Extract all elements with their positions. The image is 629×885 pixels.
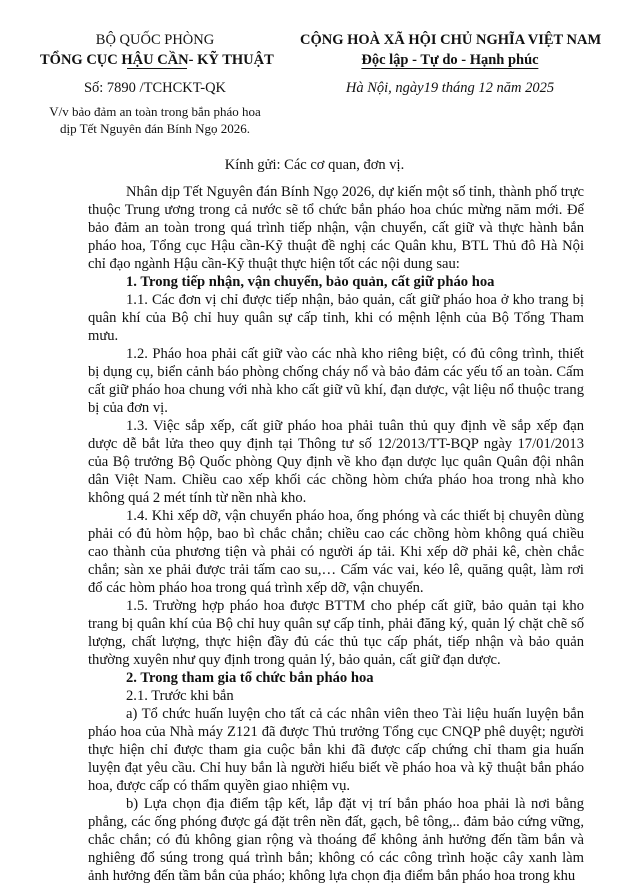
department-label: TỔNG CỤC HẬU CẦN- KỸ THUẬT <box>40 52 274 68</box>
paragraph-1-1: 1.1. Các đơn vị chỉ được tiếp nhận, bảo quản, cất giữ pháo hoa ở kho trang bị quân khí của Bộ chỉ huy quân sự cấp tỉnh, khi có mệnh lệnh của Bộ Tổng Tham mưu. <box>88 292 584 344</box>
greeting: Kính gửi: Các cơ quan, đơn vị. <box>224 157 405 173</box>
intro-paragraph: Nhân dịp Tết Nguyên đán Bính Ngọ 2026, dự kiến một số tỉnh, thành phố trực thuộc Trung ương trong cả nước sẽ tổ chức bắn pháo hoa chúc mừng năm mới. Để bảo đảm an toàn trong quá trình tiếp nhận, vận chuyển, cất giữ và thực hành bắn pháo hoa, Tổng cục Hậu cần-Kỹ thuật đề nghị các Quân khu, BTL Thủ đô Hà Nội chỉ đạo ngành Hậu cần-Kỹ thuật thực hiện tốt các nội dung sau: <box>88 184 584 272</box>
department-name <box>40 50 274 70</box>
subject-line-1: V/v bảo đảm an toàn trong bắn pháo hoa <box>49 104 261 119</box>
issue-date: Hà Nội, ngày19 tháng 12 năm 2025 <box>345 80 555 96</box>
nation-name: CỘNG HOÀ XÃ HỘI CHỦ NGHĨA VIỆT NAM <box>300 32 602 48</box>
section-heading-2: 2. Trong tham gia tổ chức bắn pháo hoa <box>126 670 374 686</box>
department-underline <box>127 68 187 69</box>
issuer-block <box>40 30 274 137</box>
nation-block <box>300 30 600 98</box>
paragraph-2-1-a: a) Tổ chức huấn luyện cho tất cả các nhân viên theo Tài liệu huấn luyện bắn pháo hoa của Nhà máy Z121 đã được Thủ trưởng Tổng cục CNQP phê duyệt; người thực hiện chỉ được tham gia cuộc bắn khi đã được cấp chứng chỉ tham gia huấn luyện đạt yêu cầu. Chỉ huy bắn là người hiểu biết về pháo hoa và kỹ thuật bắn pháo hoa, được cấp có thẩm quyền giao nhiệm vụ. <box>88 706 584 794</box>
subject-line-2: dịp Tết Nguyên đán Bính Ngọ 2026. <box>59 121 251 136</box>
motto-underline <box>361 68 538 69</box>
paragraph-2-1-b: b) Lựa chọn địa điểm tập kết, lắp đặt vị trí bắn pháo hoa phải là nơi bằng phẳng, các ống phóng được gá đặt trên nền đất, gạch, bê tông,.. đảm bảo cứng vững, chắc chắn; có đủ không gian rộng và thoáng để không ảnh hưởng đến tầm bắn và nghiêng đổ súng trong quá trình bắn; không có các công trình hoặc cây xanh làm ảnh hưởng đến tầm bắn của pháo; không lựa chọn địa điểm bắn pháo hoa trong khu <box>88 796 584 884</box>
subheading-2-1: 2.1. Trước khi bắn <box>126 688 234 704</box>
paragraph-1-3: 1.3. Việc sắp xếp, cất giữ pháo hoa phải tuân thủ quy định về sắp xếp đạn dược dễ bắt lửa theo quy định tại Thông tư số 12/2013/TT-BQP ngày 17/01/2013 của Bộ trưởng Bộ Quốc phòng Quy định về kho đạn dược lục quân Quân đội nhân dân Việt Nam. Chiều cao xếp khối các chồng hòm chứa pháo hoa trong nhà kho không quá 2 mét tính từ nền nhà kho. <box>88 418 584 506</box>
document-number: Số: 7890 /TCHCKT-QK <box>83 80 227 96</box>
document-body <box>88 183 584 885</box>
motto <box>361 50 538 70</box>
paragraph-1-4: 1.4. Khi xếp dỡ, vận chuyển pháo hoa, ống phóng và các thiết bị chuyên dùng phải có đủ hòm hộp, bao bì chắc chắn; chiều cao các chồng hòm không quá chiều cao thành của phương tiện và phải có người áp tải. Khi xếp dỡ phải kê, chèn chắc chắn; sàn xe phải được trải tấm cao su,… Cấm vác vai, kéo lê, quăng quật, làm rơi đổ các hòm pháo hoa trong quá trình xếp dỡ, vận chuyển. <box>88 508 584 596</box>
motto-label: Độc lập - Tự do - Hạnh phúc <box>361 52 539 68</box>
paragraph-1-2: 1.2. Pháo hoa phải cất giữ vào các nhà kho riêng biệt, có đủ công trình, thiết bị dụng cụ, biển cảnh báo phòng chống cháy nổ và bảo đảm các yếu tố an toàn. Cấm cất giữ pháo hoa chung với nhà kho cất giữ vũ khí, đạn dược, vật liệu nổ thuộc trang bị của đơn vị. <box>88 346 584 416</box>
ministry-name: BỘ QUỐC PHÒNG <box>95 32 215 48</box>
section-heading-1: 1. Trong tiếp nhận, vận chuyển, bảo quản, cất giữ pháo hoa <box>126 274 495 290</box>
paragraph-1-5: 1.5. Trường hợp pháo hoa được BTTM cho phép cất giữ, bảo quản tại kho trang bị quân khí của Bộ chỉ huy quân sự cấp tỉnh, phải đăng ký, quản lý chặt chẽ số lượng, chất lượng, thực hiện đầy đủ các thủ tục cấp phát, tiếp nhận và bảo quản thường xuyên như quy định trong quản lý, bảo quản, cất giữ đạn dược. <box>88 598 584 668</box>
